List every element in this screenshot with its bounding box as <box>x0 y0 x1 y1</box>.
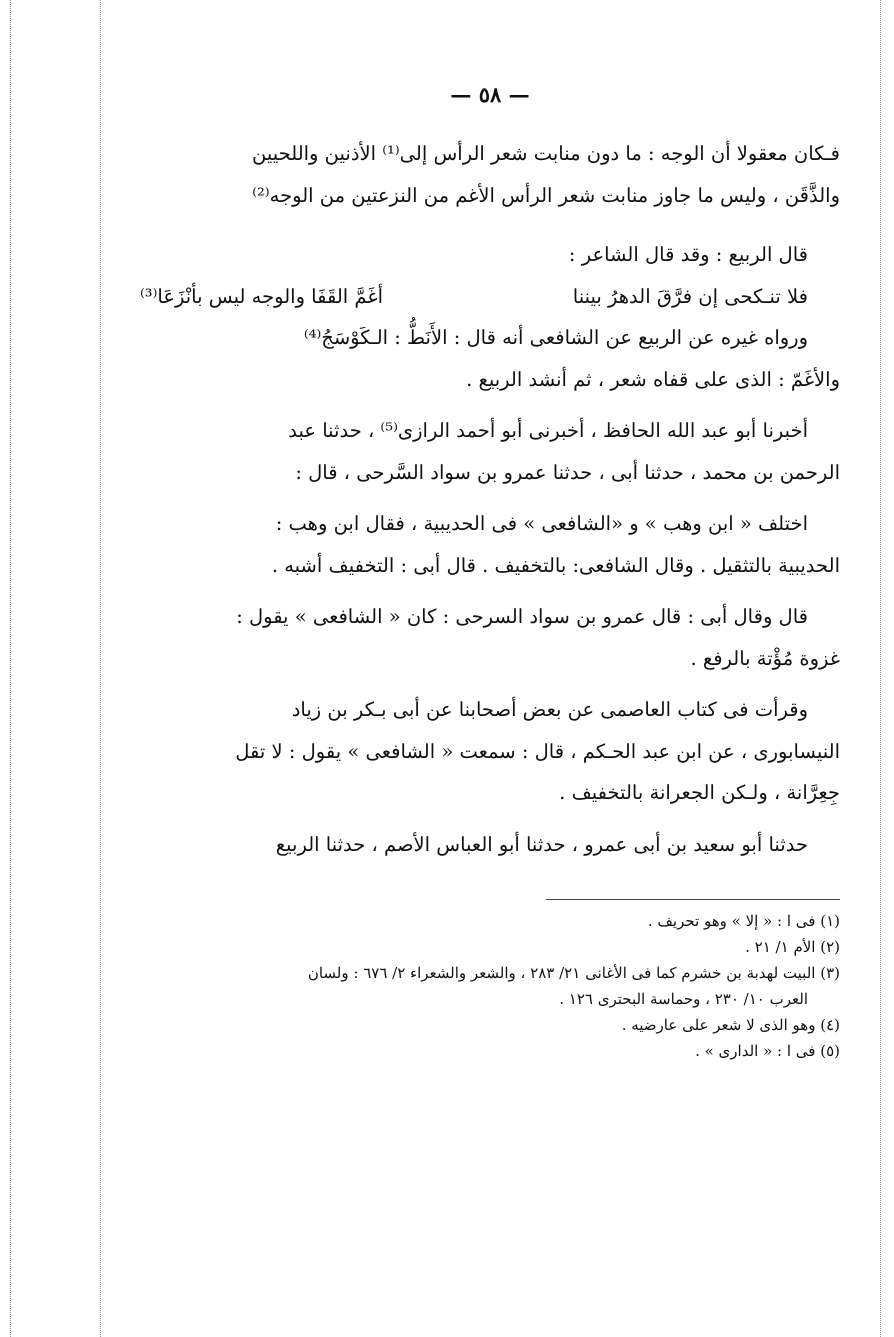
footnote-3: (٣) البيت لهدبة بن خشرم كما فى الأغانى ٢١/ ٢٨٣ ، والشعر والشعراء ٢/ ٦٧٦ : ولسان <box>307 964 840 982</box>
verse-hemistich-second: أغَمَّ القَفَا والوجه ليس بأنْزَعَا⁽³⁾ <box>140 284 384 308</box>
footnote-2: (٢) الأم ١/ ٢١ . <box>745 938 840 956</box>
text-line-13: وقرأت فى كتاب العاصمى عن بعض أصحابنا عن أبى بـكر بن زياد <box>291 698 808 721</box>
text-line-12: غزوة مُؤْتة بالرفع . <box>690 646 840 670</box>
footnote-3-continuation: العرب ١٠/ ٢٣٠ ، وحماسة البحترى ١٢٦ . <box>559 990 808 1008</box>
page-number: — ٥٨ — <box>450 82 530 107</box>
text-line-16: حدثنا أبو سعيد بن أبى عمرو ، حدثنا أبو العباس الأصم ، حدثنا الربيع <box>275 832 808 856</box>
text-line-6: والأغَمّ : الذى على قفاه شعر ، ثم أنشد الربيع . <box>466 367 840 391</box>
text-line-14: النيسابورى ، عن ابن عبد الحـكم ، قال : سمعت « الشافعى » يقول : لا تقل <box>235 739 840 763</box>
text-line-11: قال وقال أبى : قال عمرو بن سواد السرحى : كان « الشافعى » يقول : <box>236 605 808 628</box>
footnote-separator <box>546 899 840 900</box>
text-line-3: قال الربيع : وقد قال الشاعر : <box>568 243 808 266</box>
text-line-9: اختلف « ابن وهب » و «الشافعى » فى الحديبية ، فقال ابن وهب : <box>275 512 808 535</box>
footnotes <box>140 908 840 1064</box>
verse-hemistich-first: فلا تنـكحى إن فرَّقَ الدهرُ بيننا <box>572 284 808 308</box>
book-page <box>140 82 840 1282</box>
text-line-10: الحديبية بالتثقيل . وقال الشافعى: بالتخفيف . قال أبى : التخفيف أشبه . <box>271 553 840 577</box>
text-line-15: جِعِرَّانة ، ولـكن الجعرانة بالتخفيف . <box>559 781 840 804</box>
footnote-5: (٥) فى ا : « الدارى » . <box>695 1042 840 1060</box>
text-line-2: والذَّقَن ، وليس ما جاوز منابت شعر الرأس الأغم من النزعتين من الوجه⁽²⁾ <box>252 183 840 207</box>
poem-verse <box>140 276 840 318</box>
text-line-8: الرحمن بن محمد ، حدثنا أبى ، حدثنا عمرو بن سواد السَّرحى ، قال : <box>295 460 840 484</box>
left-margin-dotted-line-inner <box>100 0 101 1337</box>
footnote-separator-wrap <box>140 899 840 900</box>
footnote-1: (١) فى ا : « إلا » وهو تحريف . <box>647 912 840 930</box>
footnote-4: (٤) وهو الذى لا شعر على عارضيه . <box>621 1016 840 1034</box>
left-margin-dotted-line <box>10 0 11 1337</box>
text-line-1: فـكان معقولا أن الوجه : ما دون منابت شعر الرأس إلى⁽¹⁾ الأذنين واللحيين <box>252 142 840 165</box>
right-margin-dotted-line <box>880 0 881 1337</box>
text-line-7: أخبرنا أبو عبد الله الحافظ ، أخبرنى أبو أحمد الرازى⁽⁵⁾ ، حدثنا عبد <box>288 419 808 442</box>
text-line-5: ورواه غيره عن الربيع عن الشافعى أنه قال : الأَنَطُّ : الـكَوْسَجُ⁽⁴⁾ <box>303 326 808 349</box>
body-text <box>140 133 840 865</box>
